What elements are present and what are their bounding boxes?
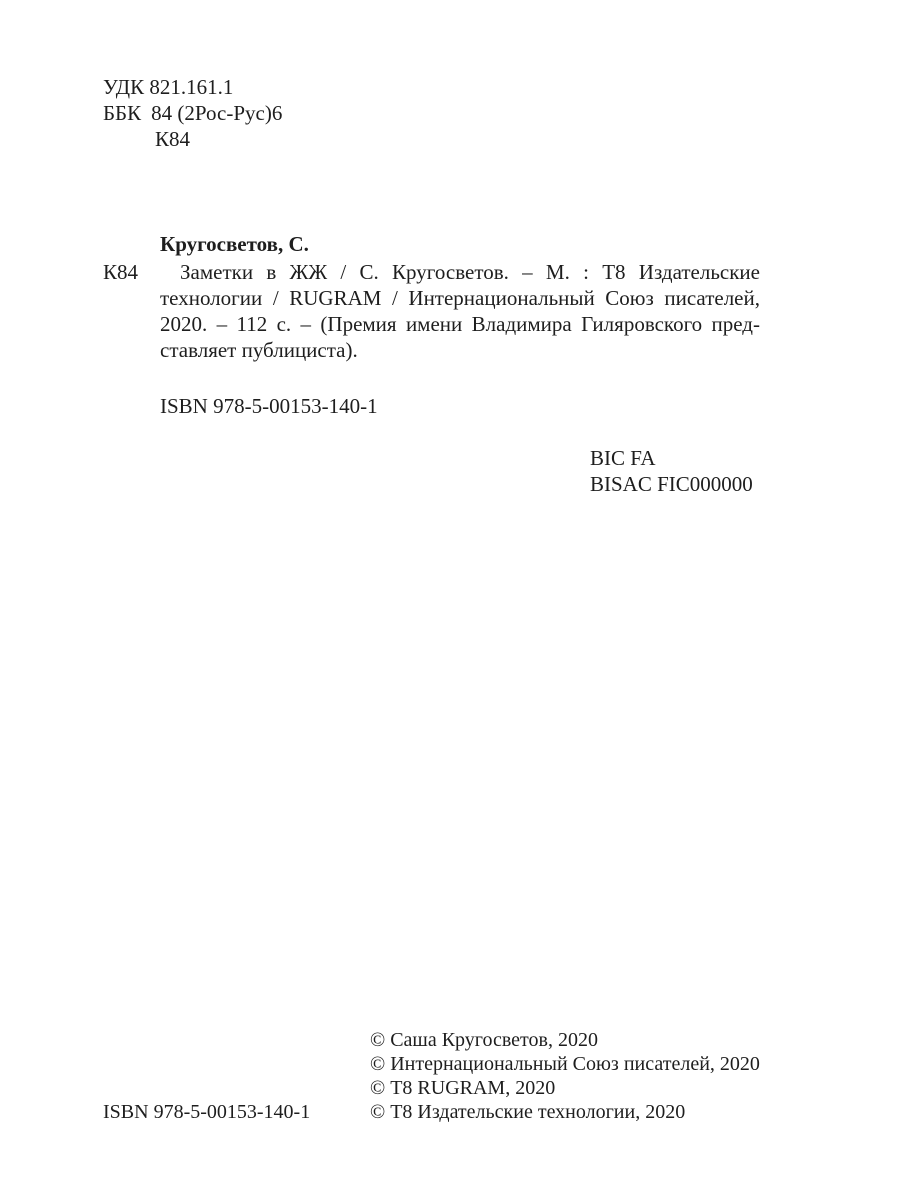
bbk-value: 84 (2Рос-Рус)6	[151, 101, 283, 125]
copyright-line: © Т8 Издательские технологии, 2020	[370, 1101, 686, 1123]
author-mark: К84	[155, 127, 191, 151]
udk-code: УДК 821.161.1	[103, 75, 234, 99]
bisac-code: BISAC FIC000000	[590, 472, 753, 496]
copyright-list	[370, 1028, 760, 1124]
bbk-code	[103, 100, 282, 126]
description-line: ставляет публициста).	[160, 338, 358, 362]
description-line: 2020. – 112 с. – (Премия имени Владимира Гиляровского пред-	[160, 312, 760, 336]
copyright-line: © Интернациональный Союз писателей, 2020	[370, 1053, 760, 1075]
bbk-label: ББК	[103, 101, 142, 125]
description-line: технологии / RUGRAM / Интернациональный Союз писателей,	[160, 286, 760, 310]
copyright-line: © Т8 RUGRAM, 2020	[370, 1077, 556, 1099]
description-line: Заметки в ЖЖ / С. Кругосветов. – М. : Т8 Издательские	[180, 260, 760, 284]
author-heading: Кругосветов, С.	[160, 232, 309, 256]
bibliographic-description	[160, 259, 760, 363]
footer-isbn: ISBN 978-5-00153-140-1	[103, 1101, 311, 1123]
author-mark-side: К84	[103, 260, 139, 284]
isbn: ISBN 978-5-00153-140-1	[160, 394, 378, 418]
bic-code: BIC FA	[590, 446, 656, 470]
copyright-line: © Саша Кругосветов, 2020	[370, 1029, 598, 1051]
